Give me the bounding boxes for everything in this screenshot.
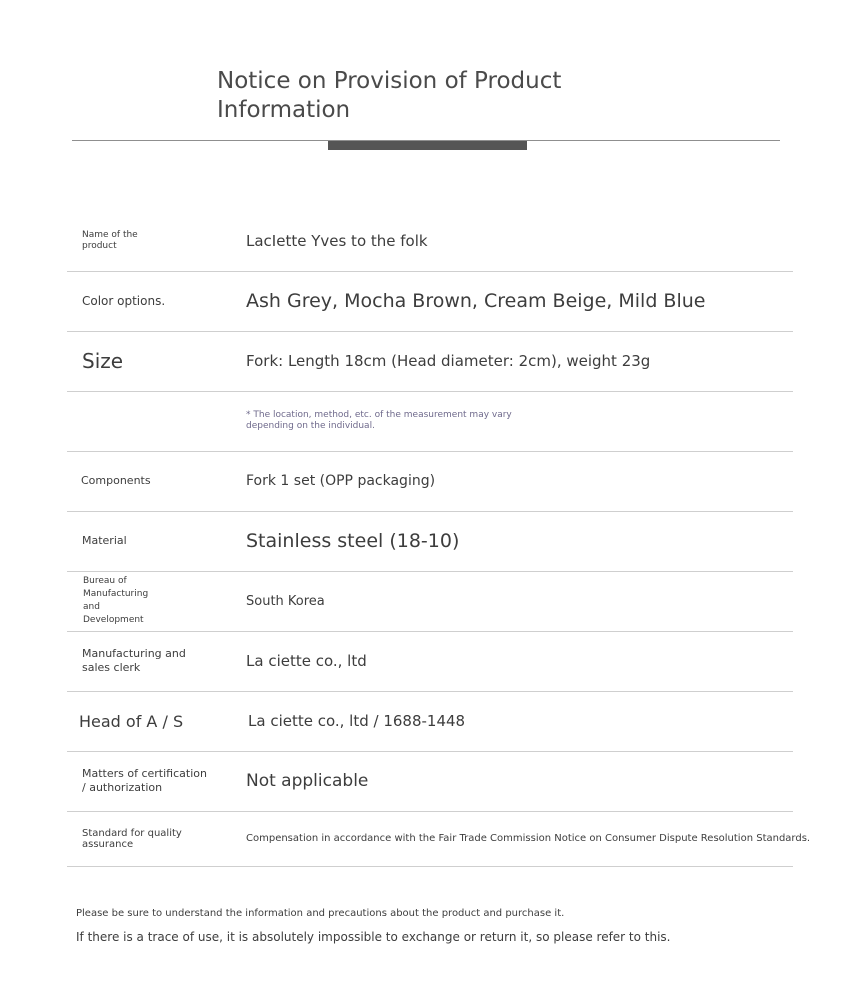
row-value: Ash Grey, Mocha Brown, Cream Beige, Mild Blue (246, 290, 706, 312)
title-accent-bar (328, 141, 527, 150)
row-label: Color options. (82, 294, 166, 308)
row-value: La ciette co., ltd (246, 652, 367, 670)
table-row-color-options (67, 271, 793, 332)
table-row-manufacturer (67, 631, 793, 692)
row-label: Size (82, 349, 124, 373)
row-label: Name of the product (82, 230, 138, 251)
table-row-quality-standard (67, 811, 811, 867)
row-value: LacIette Yves to the folk (246, 232, 428, 250)
table-row-as-head (67, 691, 793, 752)
row-value: La ciette co., ltd / 1688-1448 (248, 712, 466, 730)
row-value: Not applicable (246, 771, 369, 791)
row-value: * The location, method, etc. of the measurement may vary depending on the individual. (246, 410, 512, 431)
row-label: Manufacturing and sales clerk (82, 647, 186, 674)
row-label: Head of A / S (79, 711, 184, 731)
table-row-components (67, 451, 793, 512)
row-value: Fork 1 set (OPP packaging) (246, 473, 436, 489)
row-label: Standard for quality assurance (82, 827, 182, 850)
table-row-certification (67, 751, 793, 812)
row-value: Fork: Length 18cm (Head diameter: 2cm), weight 23g (246, 352, 651, 370)
row-label: Bureau of Manufacturing and Development (83, 576, 149, 625)
row-label: Components (81, 474, 151, 487)
row-value: South Korea (246, 593, 325, 609)
row-label (82, 391, 217, 451)
table-row-manufacturing-country (67, 571, 793, 632)
row-value: Compensation in accordance with the Fair Trade Commission Notice on Consumer Dispute Resolution Standards. (246, 832, 811, 844)
table-row-product-name (67, 211, 793, 272)
table-row-size (67, 331, 793, 392)
row-label: Material (82, 534, 127, 547)
row-value: Stainless steel (18-10) (246, 530, 460, 552)
purchase-notice: Please be sure to understand the information and precautions about the product and purchase it. (76, 908, 565, 919)
row-label: Matters of certification / authorization (82, 767, 207, 794)
table-row-measurement-note (67, 391, 793, 452)
return-policy-notice: If there is a trace of use, it is absolutely impossible to exchange or return it, so please refer to this. (76, 930, 671, 944)
page-title: Notice on Provision of Product Information (217, 68, 562, 123)
table-row-material (67, 511, 793, 572)
